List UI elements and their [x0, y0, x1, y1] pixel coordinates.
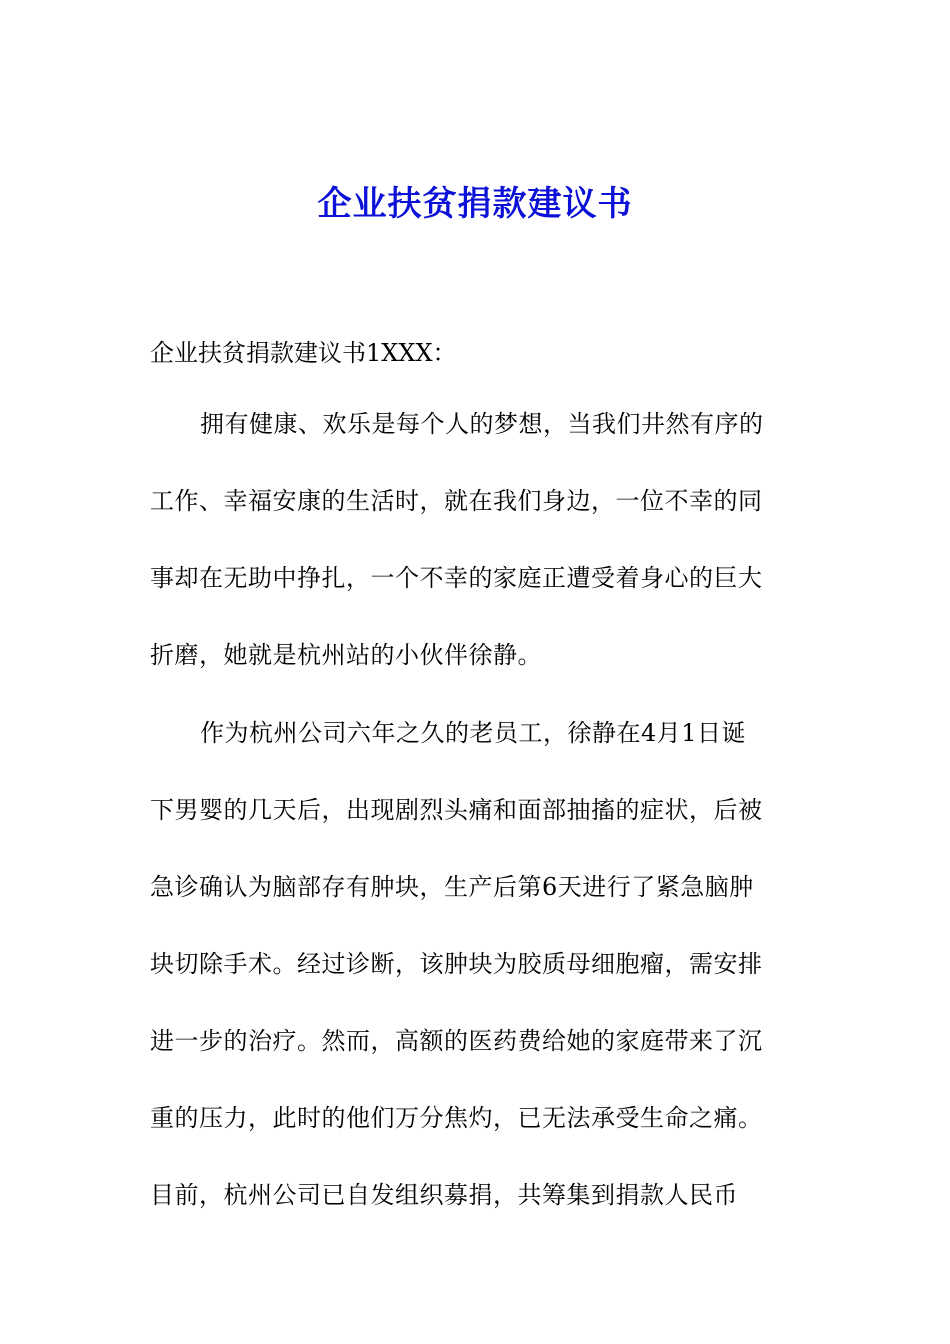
salutation: 企业扶贫捐款建议书1XXX：: [150, 339, 457, 367]
paragraph-1: [150, 386, 800, 694]
paragraph-line: 折磨，她就是杭州站的小伙伴徐静。: [150, 641, 542, 669]
paragraph-line: 下男婴的几天后，出现剧烈头痛和面部抽搐的症状，后被: [150, 796, 763, 824]
paragraph-line: 作为杭州公司六年之久的老员工，徐静在4月1日诞: [200, 719, 747, 747]
paragraph-line: 进一步的治疗。然而，高额的医药费给她的家庭带来了沉: [150, 1027, 763, 1055]
paragraph-2: [150, 695, 800, 1234]
paragraph-line: 目前，杭州公司已自发组织募捐，共筹集到捐款人民币: [150, 1181, 738, 1209]
document-title: 企业扶贫捐款建议书: [317, 184, 633, 224]
paragraph-line: 急诊确认为脑部存有肿块，生产后第6天进行了紧急脑肿: [150, 873, 754, 901]
paragraph-line: 事却在无助中挣扎，一个不幸的家庭正遭受着身心的巨大: [150, 564, 763, 592]
paragraph-line: 重的压力，此时的他们万分焦灼，已无法承受生命之痛。: [150, 1104, 763, 1132]
paragraph-line: 工作、幸福安康的生活时，就在我们身边，一位不幸的同: [150, 487, 763, 515]
paragraph-line: 块切除手术。经过诊断，该肿块为胶质母细胞瘤，需安排: [150, 950, 763, 978]
paragraph-line: 拥有健康、欢乐是每个人的梦想，当我们井然有序的: [200, 410, 764, 438]
